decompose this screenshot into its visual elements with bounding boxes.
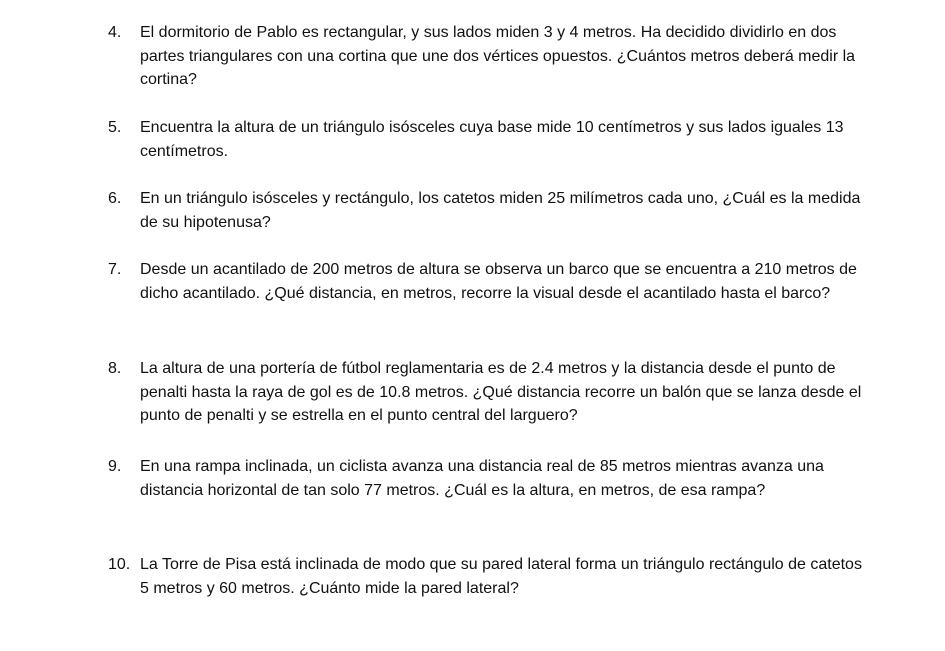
problem-text: Encuentra la altura de un triángulo isósceles cuya base mide 10 centímetros y sus lados iguales 13 centímetros. — [140, 119, 844, 160]
problem-text: Desde un acantilado de 200 metros de altura se observa un barco que se encuentra a 210 metros de dicho acantilado. ¿Qué distancia, en metros, recorre la visual desde el acantilado hasta el barco? — [140, 261, 857, 302]
problem-text: La Torre de Pisa está inclinada de modo que su pared lateral forma un triángulo rectángulo de catetos 5 metros y 60 metros. ¿Cuánto mide la pared lateral? — [140, 556, 862, 597]
problem-number: 4. — [108, 24, 122, 41]
problem-number: 7. — [108, 261, 122, 278]
problem-number: 10. — [108, 556, 131, 573]
problem-number: 9. — [108, 458, 122, 475]
problem-text: En un triángulo isósceles y rectángulo, los catetos miden 25 milímetros cada uno, ¿Cuál es la medida de su hipotenusa? — [140, 190, 861, 231]
problem-text: La altura de una portería de fútbol reglamentaria es de 2.4 metros y la distancia desde el punto de penalti hasta la raya de gol es de 10.8 metros. ¿Qué distancia recorre un balón que se lanza desde el punto de penalti y se estrella en el punto central del larguero? — [140, 360, 862, 424]
problem-text: En una rampa inclinada, un ciclista avanza una distancia real de 85 metros mientras avanza una distancia horizontal de tan solo 77 metros. ¿Cuál es la altura, en metros, de esa rampa? — [140, 458, 824, 499]
problem-number: 5. — [108, 119, 122, 136]
problem-number: 8. — [108, 360, 122, 377]
problem-number: 6. — [108, 190, 122, 207]
problem-text: El dormitorio de Pablo es rectangular, y sus lados miden 3 y 4 metros. Ha decidido dividirlo en dos partes triangulares con una cortina que une dos vértices opuestos. ¿Cuántos metros deberá medir la cortina? — [140, 24, 856, 88]
